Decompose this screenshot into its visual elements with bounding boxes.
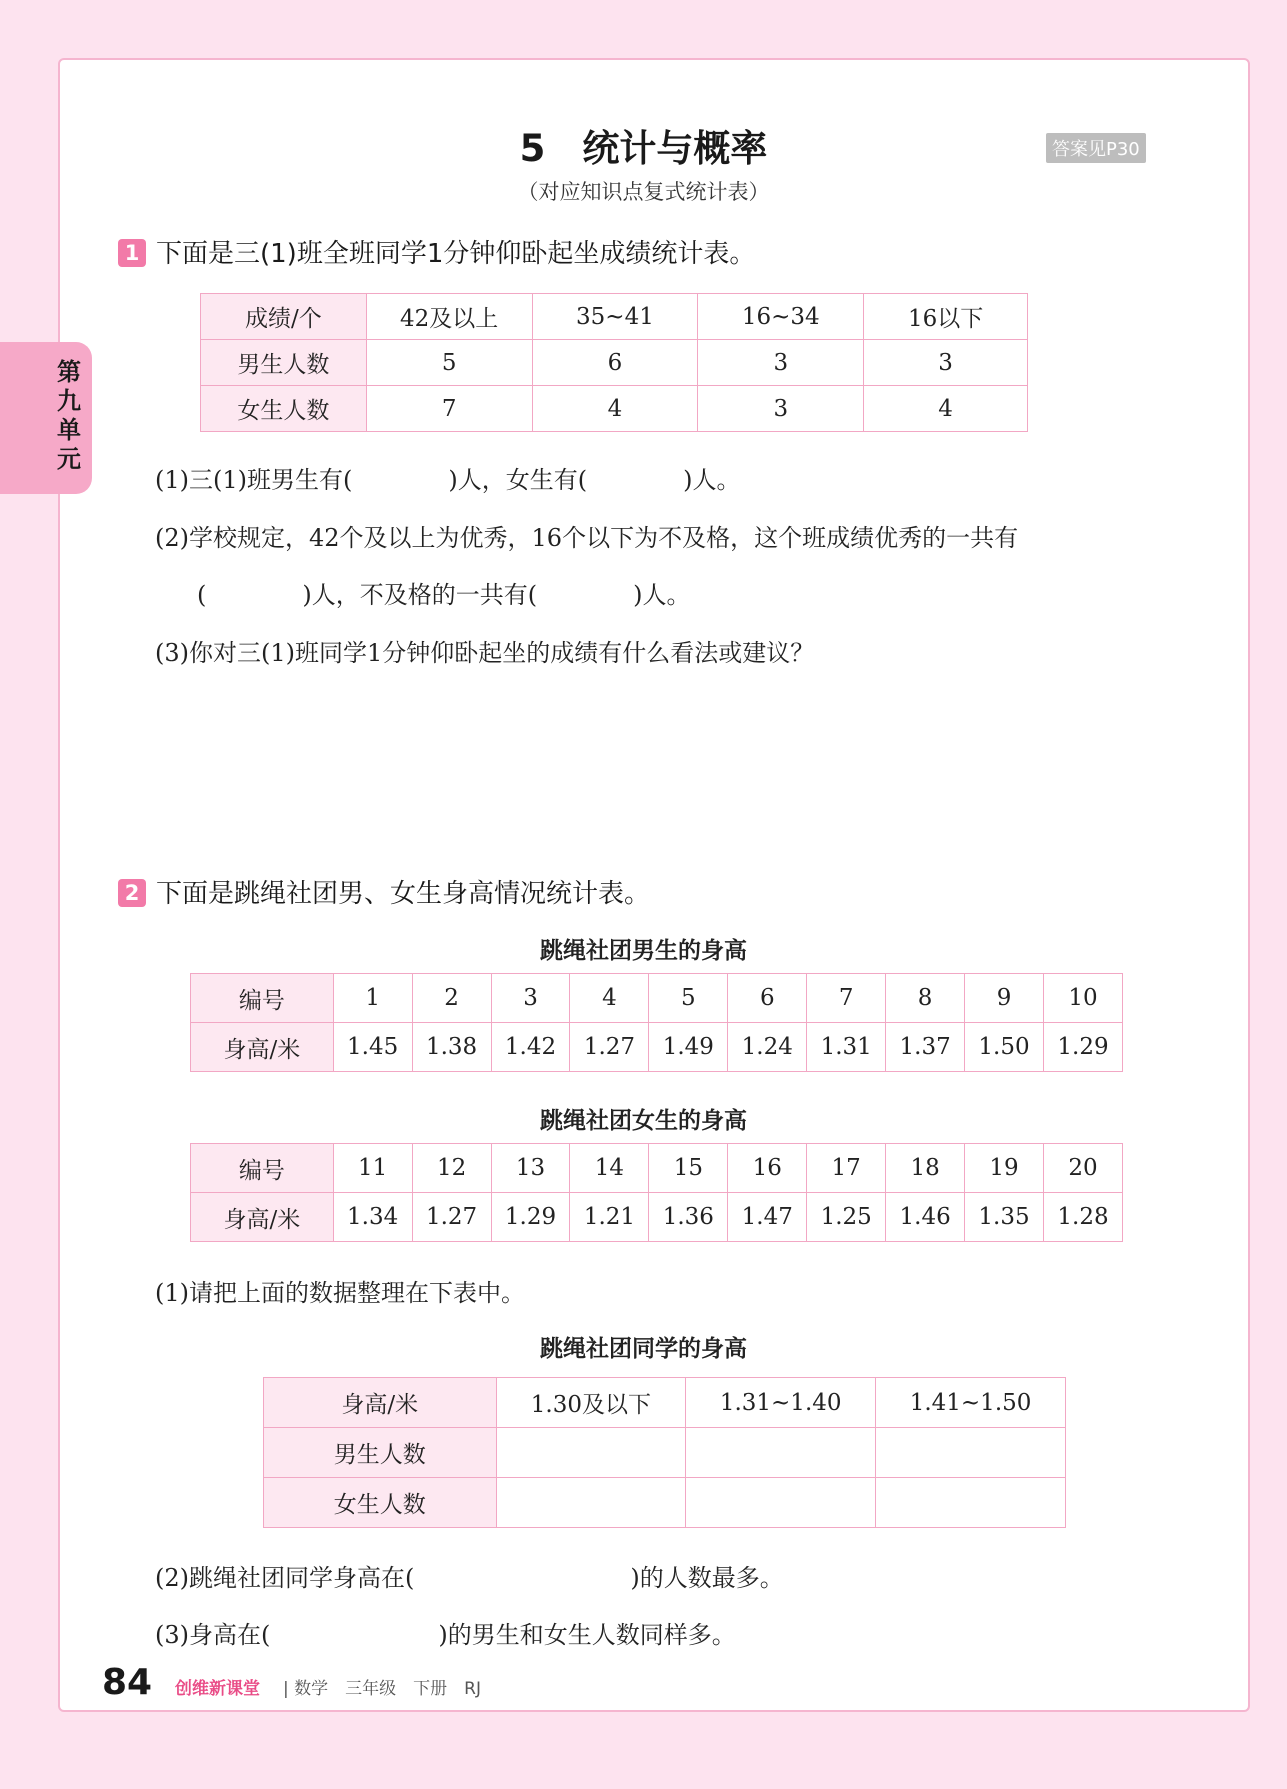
q2-subquestion-3: (3)身高在( )的男生和女生人数同样多。 (155, 1621, 736, 1649)
table-cell: 1.25 (807, 1193, 886, 1242)
unit-side-tab (0, 342, 92, 494)
table-row (191, 1193, 1123, 1242)
table-cell: 1.50 (965, 1023, 1044, 1072)
footer-brand: 创维新课堂 (175, 1679, 260, 1699)
table-cell: 18 (886, 1144, 965, 1193)
table-cell: 1.28 (1044, 1193, 1123, 1242)
answer-reference-badge: 答案见P30 (1046, 133, 1146, 163)
table-cell: 4 (532, 386, 698, 432)
table-row (201, 294, 1028, 340)
q1-subquestion-2: (2)学校规定，42个及以上为优秀，16个以下为不及格，这个班成绩优秀的一共有 (155, 524, 1019, 552)
table-cell[interactable] (686, 1428, 876, 1478)
q1-subquestion-1: (1)三(1)班男生有( )人，女生有( )人。 (155, 466, 741, 494)
table-cell: 8 (886, 974, 965, 1023)
table-cell[interactable] (876, 1428, 1066, 1478)
table-cell: 13 (491, 1144, 570, 1193)
table-cell: 1.38 (412, 1023, 491, 1072)
table-cell: 10 (1044, 974, 1123, 1023)
table-cell: 1.27 (412, 1193, 491, 1242)
table-cell: 1.34 (333, 1193, 412, 1242)
q2-subquestion-1: (1)请把上面的数据整理在下表中。 (155, 1279, 525, 1307)
summary-height-table (263, 1377, 1066, 1528)
table-cell: 6 (728, 974, 807, 1023)
page-number: 84 (102, 1662, 153, 1703)
boys-height-caption: 跳绳社团男生的身高 (540, 938, 747, 964)
table-cell: 1.24 (728, 1023, 807, 1072)
table-cell: 1.45 (333, 1023, 412, 1072)
table-cell: 3 (864, 340, 1028, 386)
table-cell: 1.42 (491, 1023, 570, 1072)
section-subtitle: （对应知识点复式统计表） (517, 180, 770, 204)
table-cell: 9 (965, 974, 1044, 1023)
table-cell: 1.21 (570, 1193, 649, 1242)
table-cell: 16 (728, 1144, 807, 1193)
table-cell[interactable] (686, 1478, 876, 1528)
table-cell: 20 (1044, 1144, 1123, 1193)
table-cell: 1.30及以下 (496, 1378, 686, 1428)
table-cell: 3 (698, 340, 864, 386)
table-cell: 2 (412, 974, 491, 1023)
table-row (191, 974, 1123, 1023)
table-cell: 6 (532, 340, 698, 386)
table-cell: 12 (412, 1144, 491, 1193)
table-cell: 1.41~1.50 (876, 1378, 1066, 1428)
table-cell: 16~34 (698, 294, 864, 340)
table-row (264, 1428, 1066, 1478)
table-cell: 4 (864, 386, 1028, 432)
table-cell: 男生人数 (201, 340, 367, 386)
table-cell[interactable] (496, 1478, 686, 1528)
table-cell: 成绩/个 (201, 294, 367, 340)
table-cell: 男生人数 (264, 1428, 497, 1478)
question-1-heading (118, 233, 755, 270)
unit-label: 第九单元 (57, 358, 81, 473)
situps-score-table (200, 293, 1028, 432)
table-cell: 5 (649, 974, 728, 1023)
table-cell: 35~41 (532, 294, 698, 340)
table-cell: 1.31 (807, 1023, 886, 1072)
girls-height-table (190, 1143, 1123, 1242)
table-cell: 1.49 (649, 1023, 728, 1072)
boys-height-table (190, 973, 1123, 1072)
table-cell: 1.27 (570, 1023, 649, 1072)
table-cell: 17 (807, 1144, 886, 1193)
table-cell: 1.46 (886, 1193, 965, 1242)
table-cell: 14 (570, 1144, 649, 1193)
footer-info: | 数学 三年级 下册 RJ (283, 1679, 481, 1699)
question-1-number: 1 (118, 239, 146, 267)
table-cell: 7 (366, 386, 532, 432)
table-cell: 1.29 (1044, 1023, 1123, 1072)
table-cell[interactable] (496, 1428, 686, 1478)
table-row (201, 340, 1028, 386)
question-1-text: 下面是三(1)班全班同学1分钟仰卧起坐成绩统计表。 (156, 239, 756, 269)
table-cell: 身高/米 (264, 1378, 497, 1428)
q2-subquestion-2: (2)跳绳社团同学身高在( )的人数最多。 (155, 1564, 784, 1592)
table-row (191, 1023, 1123, 1072)
q1-subquestion-3: (3)你对三(1)班同学1分钟仰卧起坐的成绩有什么看法或建议？ (155, 639, 815, 667)
table-row (201, 386, 1028, 432)
table-cell: 女生人数 (264, 1478, 497, 1528)
table-cell: 11 (333, 1144, 412, 1193)
table-cell: 1.35 (965, 1193, 1044, 1242)
question-2-heading (118, 873, 650, 910)
table-row (264, 1478, 1066, 1528)
table-cell: 编号 (191, 974, 334, 1023)
table-cell: 1 (333, 974, 412, 1023)
table-cell: 19 (965, 1144, 1044, 1193)
section-title: 5 统计与概率 (519, 127, 768, 170)
table-cell: 3 (491, 974, 570, 1023)
table-cell: 1.37 (886, 1023, 965, 1072)
table-cell: 编号 (191, 1144, 334, 1193)
table-cell: 3 (698, 386, 864, 432)
table-cell: 4 (570, 974, 649, 1023)
table-cell: 身高/米 (191, 1023, 334, 1072)
table-cell: 女生人数 (201, 386, 367, 432)
summary-height-caption: 跳绳社团同学的身高 (540, 1336, 747, 1362)
table-cell: 1.31~1.40 (686, 1378, 876, 1428)
girls-height-caption: 跳绳社团女生的身高 (540, 1108, 747, 1134)
table-cell: 身高/米 (191, 1193, 334, 1242)
table-cell: 7 (807, 974, 886, 1023)
question-2-number: 2 (118, 879, 146, 907)
table-cell: 1.47 (728, 1193, 807, 1242)
table-cell: 1.36 (649, 1193, 728, 1242)
q1-subquestion-2-cont: ( )人，不及格的一共有( )人。 (197, 581, 691, 609)
table-cell: 16以下 (864, 294, 1028, 340)
table-row (264, 1378, 1066, 1428)
table-cell[interactable] (876, 1478, 1066, 1528)
table-cell: 5 (366, 340, 532, 386)
table-cell: 15 (649, 1144, 728, 1193)
question-2-text: 下面是跳绳社团男、女生身高情况统计表。 (156, 879, 651, 909)
table-row (191, 1144, 1123, 1193)
table-cell: 42及以上 (366, 294, 532, 340)
table-cell: 1.29 (491, 1193, 570, 1242)
